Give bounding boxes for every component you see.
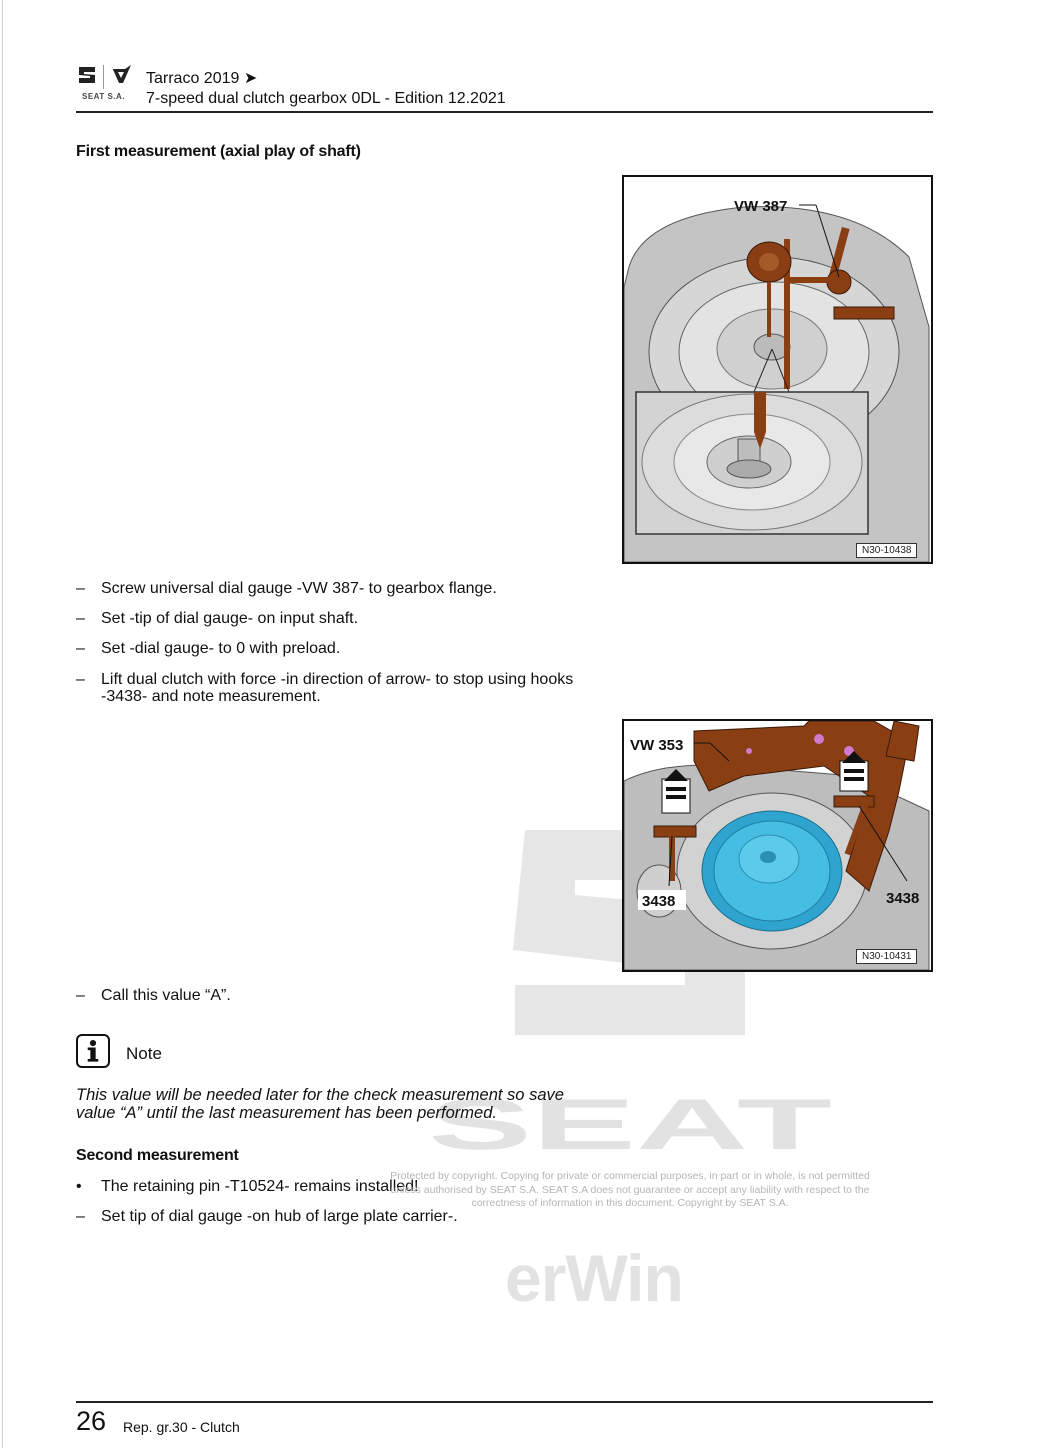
note-label: Note	[126, 1044, 162, 1063]
svg-text:SEAT: SEAT	[428, 1093, 832, 1151]
page-edge-line	[2, 0, 3, 1448]
info-icon	[76, 1034, 110, 1068]
figure-lift-clutch-illustration	[624, 721, 931, 970]
erwin-watermark: erWin	[505, 1241, 683, 1315]
copyright-watermark: Protected by copyright. Copying for private or commercial purposes, in part or in whole, is not permitted unless authorised by SEAT S.A. SEAT S.A does not guarantee or accept any liability with respect to the correctness of information in this document. Copyright by SEAT S.A.	[390, 1170, 870, 1209]
figure-reference: N30-10431	[856, 949, 917, 964]
figure-reference: N30-10438	[856, 543, 917, 558]
section-heading-second-measurement: Second measurement	[76, 1147, 239, 1164]
step-marker: –	[76, 580, 85, 597]
step-text: Set -dial gauge- to 0 with preload.	[101, 640, 341, 657]
page-number: 26	[76, 1406, 107, 1436]
step-text: Set -tip of dial gauge- on input shaft.	[101, 610, 359, 627]
step-item	[76, 580, 576, 597]
figure-lift-clutch	[622, 719, 933, 972]
figure-label-vw353: VW 353	[630, 737, 684, 754]
step-item	[76, 640, 576, 657]
document-title: Tarraco 2019 ➤	[146, 70, 258, 87]
step-marker: –	[76, 987, 85, 1004]
step-marker: •	[76, 1178, 82, 1195]
step-text: Lift dual clutch with force -in direction of arrow- to stop using hooks -3438- and note measurement.	[101, 671, 574, 705]
figure-dial-gauge	[622, 175, 933, 564]
figure-label-3438-right: 3438	[886, 890, 920, 907]
step-marker: –	[76, 671, 85, 688]
step-text: Set tip of dial gauge -on hub of large plate carrier-.	[101, 1208, 458, 1225]
step-text: Screw universal dial gauge -VW 387- to gearbox flange.	[101, 580, 497, 597]
note-text: This value will be needed later for the check measurement so save value “A” until the last measurement has been performed.	[76, 1086, 564, 1122]
step-item	[76, 671, 576, 705]
brand-name: SEAT S.A.	[82, 92, 126, 101]
footer-rule	[76, 1401, 933, 1403]
step-marker: –	[76, 610, 85, 627]
figure-label-vw387: VW 387	[734, 198, 788, 215]
document-subtitle: 7-speed dual clutch gearbox 0DL - Edition 12.2021	[146, 90, 506, 107]
step-text: The retaining pin -T10524- remains installed!	[101, 1178, 419, 1195]
figure-label-3438-left: 3438	[642, 893, 676, 910]
step-item	[76, 987, 576, 1004]
step-item	[76, 1208, 576, 1225]
step-item	[76, 610, 576, 627]
step-marker: –	[76, 1208, 85, 1225]
footer-chapter: Rep. gr.30 - Clutch	[123, 1419, 240, 1435]
figure-dial-gauge-illustration	[624, 177, 931, 562]
header-rule	[76, 111, 933, 113]
step-text: Call this value “A”.	[101, 987, 231, 1004]
section-heading-first-measurement: First measurement (axial play of shaft)	[76, 143, 361, 160]
step-marker: –	[76, 640, 85, 657]
